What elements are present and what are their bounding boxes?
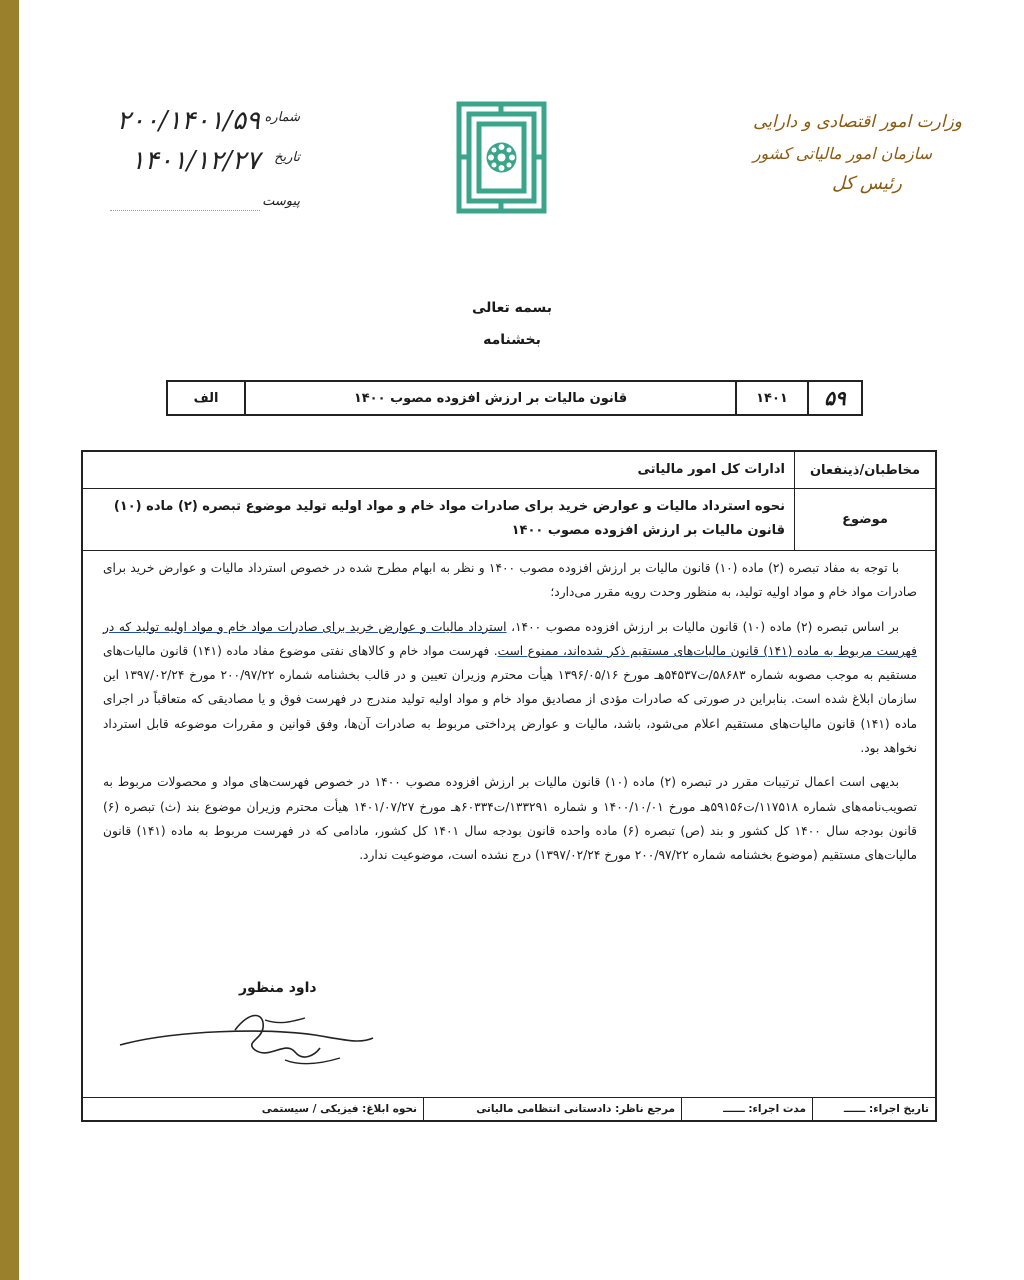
document-meta [80,106,300,209]
attachment-label: پیوست [262,194,300,209]
addressees-label: مخاطبان/ذینفعان [794,452,935,488]
circular-category: الف [193,390,219,406]
invocation: بسمه تعالی [471,300,553,316]
left-border-strip [0,0,19,1280]
notification-method: نحوه ابلاغ: فیزیکی / سیستمی [261,1103,417,1115]
circular-text [103,556,917,878]
handwritten-signature [115,1000,375,1070]
date-row [80,146,300,186]
ministry-header [732,112,962,194]
law-title: قانون مالیات بر ارزش افزوده مصوب ۱۴۰۰ [244,382,735,414]
date-value: ۱۴۰۱/۱۲/۲۷ [130,146,260,176]
ministry-name: وزارت امور اقتصادی و دارایی [753,112,962,132]
doc-type: بخشنامه [483,332,541,348]
paragraph-2-intro: بر اساس تبصره (۲) ماده (۱۰) قانون مالیات بر ارزش افزوده مصوب ۱۴۰۰، [506,619,899,634]
paragraph-2-rest: . فهرست مواد خام و کالاهای نفتی موضوع مفاد ماده (۱۴۱) قانون مالیات‌های مستقیم به موجب مصوبه شماره ۵۸۶۸۳/ت۵۴۵۳۷هـ مورخ ۱۳۹۶/۰۵/۱۶ هیأت محترم وزیران تعیین و در قالب بخشنامه شماره ۲۰۰/۹۷/۲۲ مورخ ۱۳۹۷/۰۲/۲۴ این سازمان ابلاغ شده است. بنابراین در صورتی که صادرات مؤدی از مصادیق مواد خام و مواد اولیه تولید مندرج در فهرست فوق و یا مصادیقی که متعاقباً در اجرای ماده (۱۴۱) قانون مالیات‌های مستقیم اعلام می‌شود، باشد، مالیات و عوارض پرداختی مربوط به صادرات آن‌ها، وفق قوانین و مقررات موضوعه قابل استرداد نخواهد بود. [103,643,918,756]
circular-body-box [81,450,937,1122]
execution-period: مدت اجراء: ــــــ [681,1098,812,1120]
subject-value: نحوه استرداد مالیات و عوارض خرید برای صادرات مواد خام و مواد اولیه تولید موضوع تبصره (۲) ماده (۱۰) قانون مالیات بر ارزش افزوده مصوب ۱۴۰۰ [113,499,785,538]
reference-box [166,380,863,416]
execution-date: تاریخ اجراء: ــــــ [812,1098,935,1120]
footer-row [83,1097,935,1120]
addressees-value: ادارات کل امور مالیاتی [637,462,785,477]
top-margin [19,0,1024,36]
office-name: رئیس کل [831,173,902,194]
subject-row [83,488,935,551]
circular-year: ۱۴۰۱ [735,382,807,414]
number-row [80,106,300,146]
number-value: ۲۰۰/۱۴۰۱/۵۹ [116,106,260,136]
tax-organization-logo [455,100,548,215]
paragraph-1: با توجه به مفاد تبصره (۲) ماده (۱۰) قانون مالیات بر ارزش افزوده مصوب ۱۴۰۰ و نظر به ابهام مطرح شده در خصوص استرداد مالیات و عوارض خرید برای صادرات مواد خام و مواد اولیه تولید، به منظور وحدت رویه مقرر می‌دارد؛ [103,561,917,600]
addressees-row [83,452,935,489]
subject-label: موضوع [794,488,935,550]
paragraph-2 [103,615,917,761]
number-label: شماره [264,110,300,125]
supervisory-authority: مرجع ناظر: دادستانی انتظامی مالیاتی [423,1098,681,1120]
paragraph-2-underlined: استرداد مالیات و عوارض خرید برای صادرات مواد خام و مواد اولیه تولید که در فهرست مربوط به ماده (۱۴۱) قانون مالیات‌های مستقیم ذکر شده‌اند، ممنوع است [103,619,917,658]
organization-name: سازمان امور مالیاتی کشور [752,144,932,163]
signer-name: داود منظور [239,980,317,996]
attachment-dotted-line [110,210,260,211]
date-label: تاریخ [274,150,300,165]
circular-number: ۵۹ [807,382,861,414]
paragraph-3: بدیهی است اعمال ترتیبات مقرر در تبصره (۲) ماده (۱۰) قانون مالیات بر ارزش افزوده مصوب ۱۴۰۰ در خصوص فهرست‌های مواد و محصولات مربوط به تصویب‌نامه‌های شماره ۱۱۷۵۱۸/ت۵۹۱۵۶هـ مورخ ۱۴۰۰/۱۰/۰۱ و شماره ۱۳۳۲۹۱/ت۶۰۳۳۴هـ مورخ ۱۴۰۱/۰۷/۲۷ هیأت محترم وزیران موضوع بند (ث) تبصره (۶) قانون بودجه سال ۱۴۰۰ کل کشور و بند (ص) تبصره (۶) ماده واحده قانون بودجه سال ۱۴۰۱ کل کشور، مادامی که در فهرست مربوط به ماده (۱۴۱) قانون مالیات‌های مستقیم (موضوع بخشنامه شماره ۲۰۰/۹۷/۲۲ مورخ ۱۳۹۷/۰۲/۲۴) درج نشده است، موضوعیت ندارد. [103,775,918,863]
